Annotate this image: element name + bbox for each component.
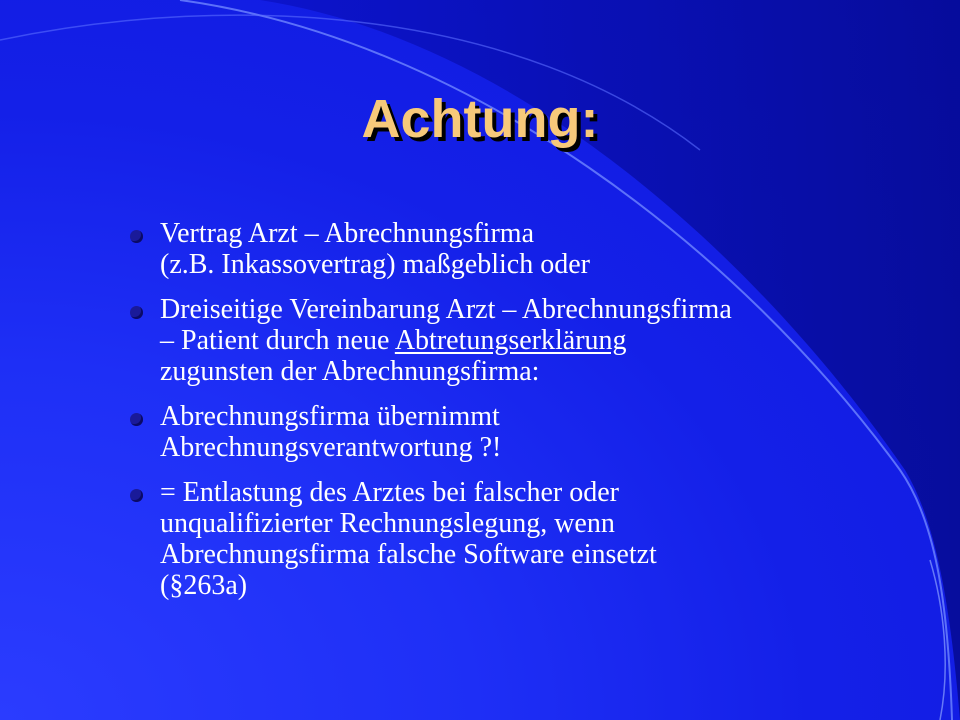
bullet-list (128, 218, 848, 615)
bullet-line (160, 325, 848, 356)
bullet-line: Abrechnungsfirma übernimmt (160, 401, 500, 432)
bullet-dot-icon (130, 489, 143, 502)
bullet-text: – Patient durch neue (160, 325, 395, 356)
bullet-item (128, 294, 848, 387)
bullet-line: Vertrag Arzt – Abrechnungsfirma (160, 218, 534, 249)
bullet-item (128, 477, 848, 601)
bullet-item (128, 218, 848, 280)
bullet-line: = Entlastung des Arztes bei falscher oder (160, 477, 619, 508)
bullet-dot-icon (130, 230, 143, 243)
bullet-line: Abrechnungsverantwortung ?! (160, 432, 502, 463)
bullet-line: Dreiseitige Vereinbarung Arzt – Abrechnungsfirma (160, 294, 732, 325)
bullet-line: (§263a) (160, 570, 248, 601)
bullet-dot-icon (130, 413, 143, 426)
bullet-line: (z.B. Inkassovertrag) maßgeblich oder (160, 249, 590, 280)
bullet-dot-icon (130, 306, 143, 319)
bullet-line: Abrechnungsfirma falsche Software einsetzt (160, 539, 657, 570)
bullet-line: zugunsten der Abrechnungsfirma: (160, 356, 540, 387)
slide-title: Achtung: (361, 89, 599, 149)
bullet-line: unqualifizierter Rechnungslegung, wenn (160, 508, 615, 539)
bullet-item (128, 401, 848, 463)
underlined-term: Abtretungserklärung (394, 325, 627, 356)
